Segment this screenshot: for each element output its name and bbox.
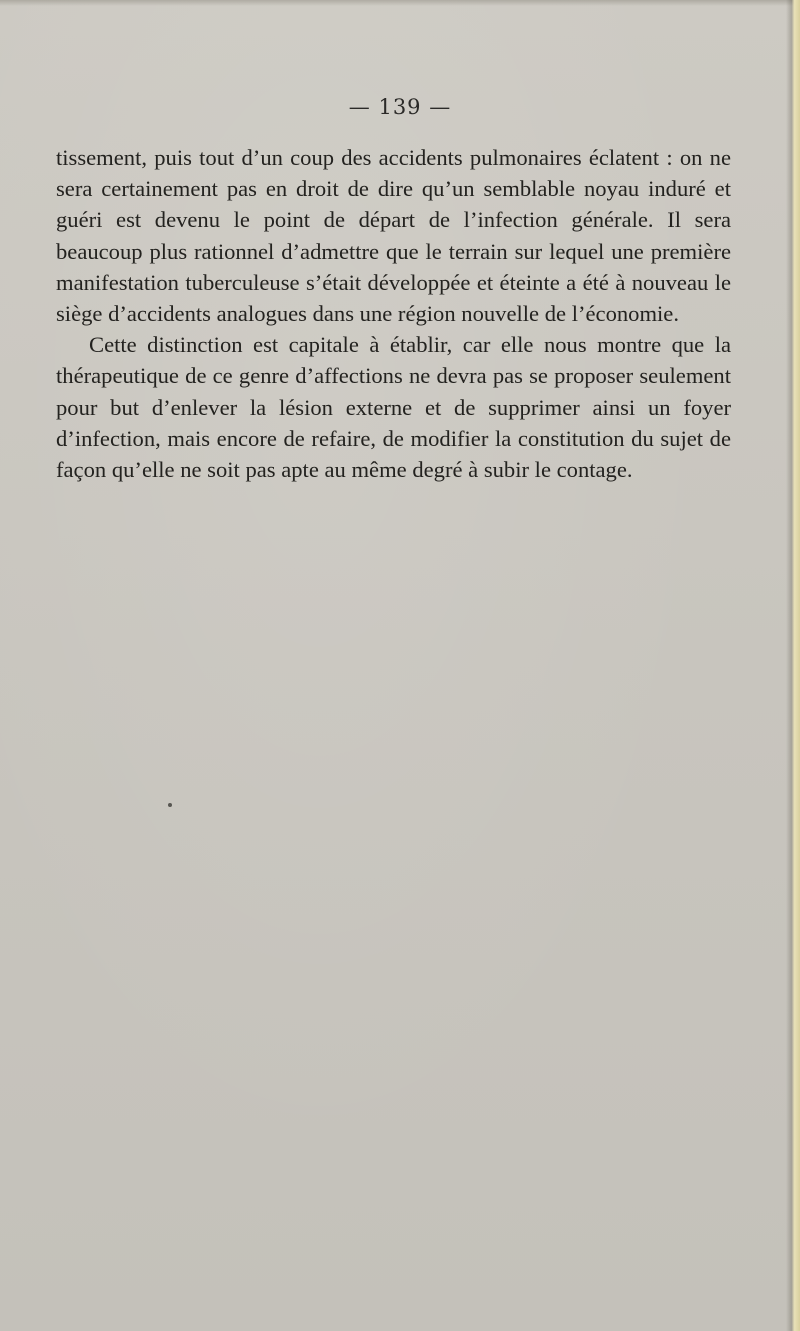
top-shadow [0, 0, 800, 6]
paragraph-1: tissement, puis tout d’un coup des accidents pulmonaires éclatent : on ne sera certainement pas en droit de dire qu’un semblable noyau induré et guéri est devenu le point de départ de l’infection générale. Il sera beaucoup plus rationnel d’admettre que le terrain sur lequel une première manifestation tuberculeuse s’était développée et éteinte a été à nouveau le siège d’accidents analogues dans une région nouvelle de l’économie. [56, 145, 731, 327]
paragraph-2: Cette distinction est capitale à établir, car elle nous montre que la thérapeutique de ce genre d’affections ne devra pas se proposer seulement pour but d’enlever la lésion externe et de supprimer ainsi un foyer d’infection, mais encore de refaire, de modifier la constitution du sujet de façon qu’elle ne soit pas apte au même degré à subir le contage. [56, 332, 731, 483]
page-number: — 139 — [348, 95, 452, 119]
ink-speck [168, 803, 172, 807]
body-text [56, 142, 731, 485]
page-edge [786, 0, 800, 1331]
